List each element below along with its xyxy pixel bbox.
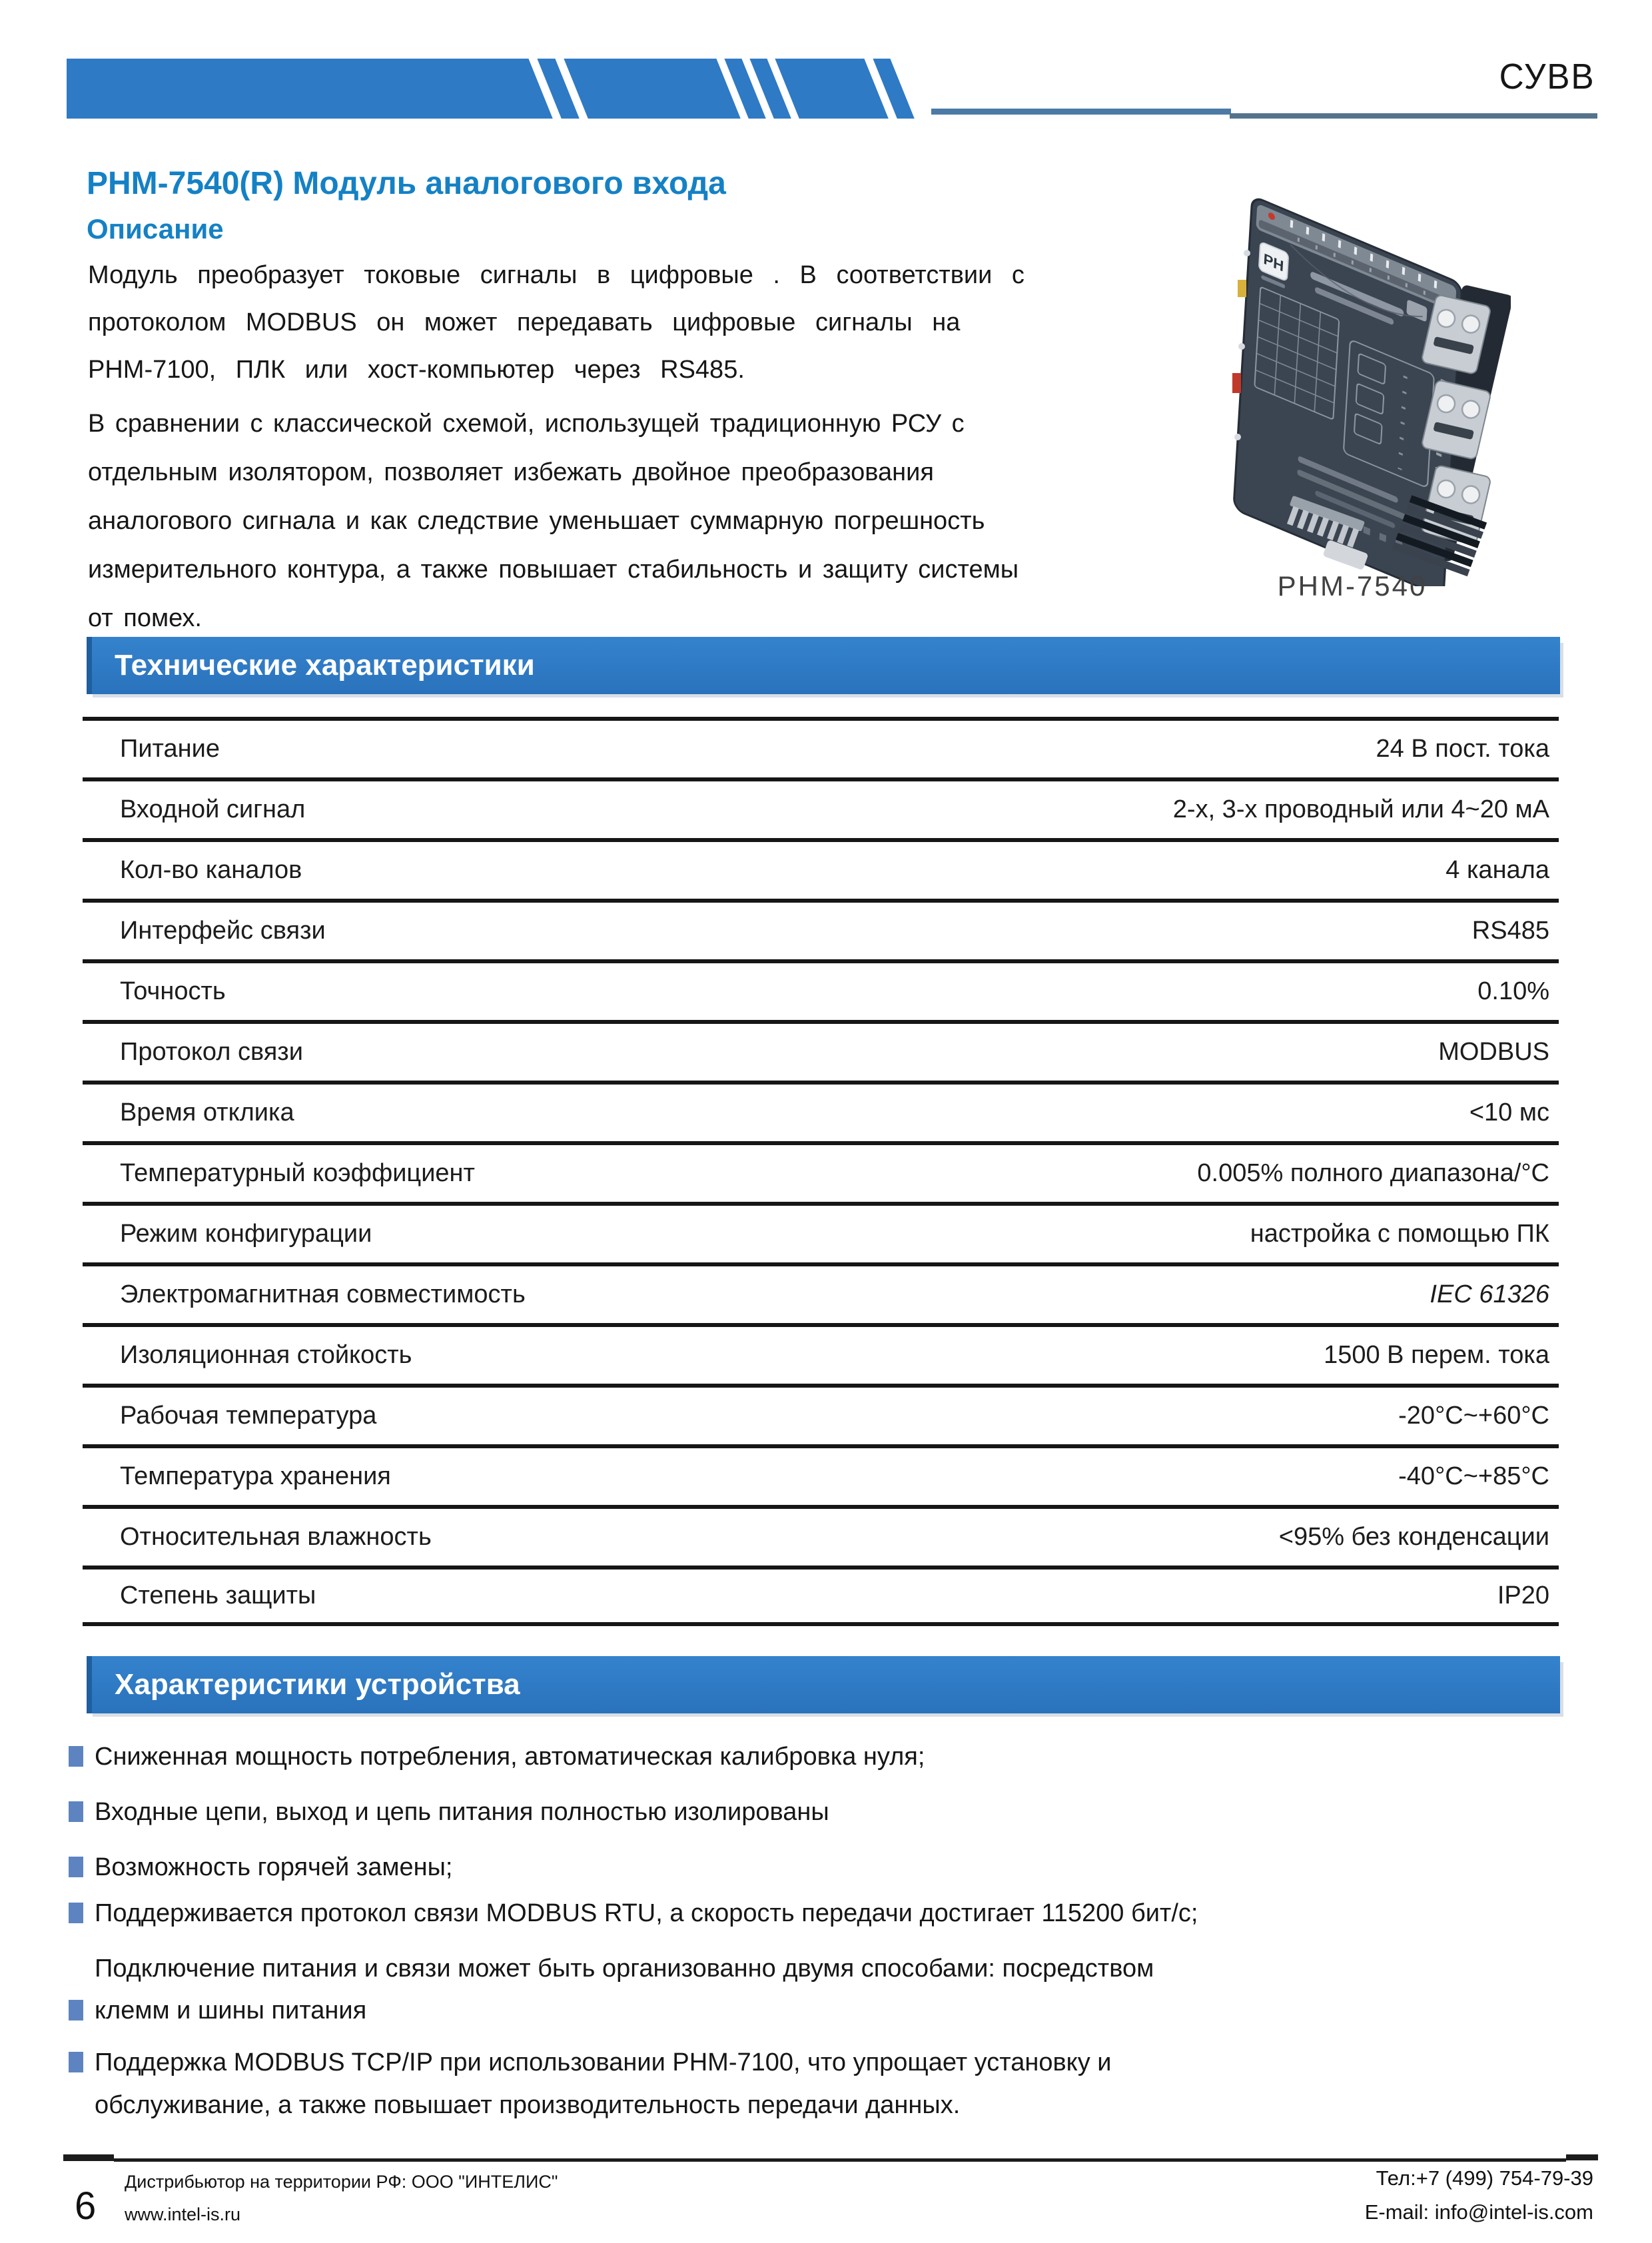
product-caption: PHM-7540 [1277,570,1428,602]
table-row [83,1141,1559,1202]
footer-distributor: Дистрибьютор на территории РФ: ООО "ИНТЕЛИС" [125,2172,558,2192]
footer-rule-dash-left [63,2154,114,2161]
footer-email: E-mail: info@intel-is.com [1364,2200,1593,2224]
feature-text: Сниженная мощность потребления, автоматическая калибровка нуля; [95,1743,925,1771]
list-item [69,1955,1154,1983]
list-item [69,1743,925,1771]
bullet-icon [69,1746,83,1767]
banner-hairline [931,109,1231,115]
spec-label: Температурный коэффициент [120,1159,475,1187]
device-red-tab [1232,373,1241,393]
spec-value: 0.10% [1477,977,1549,1005]
table-row [83,1444,1559,1505]
footer-rule-dash-right [1566,2154,1598,2160]
spec-label: Относительная влажность [120,1523,432,1551]
list-item [69,1798,829,1827]
description-line: от помех. [88,604,202,632]
description-line: измерительного контура, а также повышает стабильность и защиту системы [88,556,1019,584]
spec-value: 24 В пост. тока [1376,735,1549,763]
bullet-icon [69,1903,83,1923]
specs-section-title: Технические характеристики [115,649,535,681]
bullet-icon [69,2052,83,2072]
description-paragraph-1 [88,252,1025,394]
page-title: PHM-7540(R) Модуль аналогового входа [87,166,726,201]
spec-label: Интерфейс связи [120,917,326,945]
spec-value: 4 канала [1446,856,1549,884]
spec-value: <95% без конденсации [1278,1523,1549,1551]
banner-hairline-2 [1230,113,1597,119]
spec-value: IEC 61326 [1430,1280,1549,1308]
list-item [69,1899,1198,1928]
product-image [1194,173,1511,586]
spec-label: Кол-во каналов [120,856,302,884]
spec-value: 0.005% полного диапазона/°С [1197,1159,1549,1187]
description-line: В сравнении с классической схемой, использущей традиционную РСУ с [88,410,965,438]
spec-label: Рабочая температура [120,1402,377,1430]
description-line: Модуль преобразует токовые сигналы в цифровые . В соответствии с [88,261,1025,289]
list-item [69,2048,1112,2077]
description-line: PHM-7100, ПЛК или хост-компьютер через RS485. [88,356,745,384]
spec-value: -40°С~+85°С [1398,1462,1549,1490]
feature-text: Поддерживается протокол связи MODBUS RTU, а скорость передачи достигает 115200 бит/с; [95,1899,1198,1927]
device-logo-text: PH [1262,250,1284,275]
spec-label: Изоляционная стойкость [120,1341,412,1369]
table-row [83,1081,1559,1141]
table-row [83,1262,1559,1323]
spec-value: RS485 [1471,917,1549,945]
spec-label: Питание [120,735,220,763]
spec-value: настройка с помощью ПК [1250,1220,1549,1248]
footer-rule [114,2158,1566,2162]
table-row [83,1505,1559,1566]
bullet-icon [69,1857,83,1877]
feature-text: Подключение питания и связи может быть организованно двумя способами: посредством [95,1955,1154,1983]
table-row [83,717,1559,777]
spec-value: 1500 В перем. тока [1324,1341,1549,1369]
list-item [69,1997,366,2025]
specs-section-header [87,637,1560,694]
table-row [83,1323,1559,1384]
features-section-title: Характеристики устройства [115,1668,520,1701]
spec-label: Входной сигнал [120,795,306,823]
list-item [69,1853,452,1882]
description-line: аналогового сигнала и как следствие уменьшает суммарную погрешность [88,507,985,535]
table-row [83,1202,1559,1262]
spec-label: Степень защиты [120,1581,316,1609]
footer-phone: Тел:+7 (499) 754-79-39 [1376,2166,1593,2190]
spec-value: 2-х, 3-х проводный или 4~20 мА [1172,795,1549,823]
description-line: протоколом MODBUS он может передавать цифровые сигналы на [88,308,961,336]
bullet-icon [69,2000,83,2020]
spec-label: Время отклика [120,1099,294,1126]
spec-label: Режим конфигурации [120,1220,372,1248]
description-paragraph-2 [88,400,1019,643]
spec-value: IP20 [1497,1581,1549,1609]
feature-text: Поддержка MODBUS TCP/IP при использовании PHM-7100, что упрощает установку и [95,2048,1112,2076]
list-item [69,2091,960,2120]
spec-label: Протокол связи [120,1038,303,1066]
table-row [83,1020,1559,1081]
spec-label: Температура хранения [120,1462,391,1490]
spec-value: <10 мс [1469,1099,1549,1126]
table-row [83,1566,1559,1626]
spec-label: Точность [120,977,226,1005]
feature-text: клемм и шины питания [95,1997,367,2024]
feature-text: Входные цепи, выход и цепь питания полностью изолированы [95,1798,829,1826]
spec-value: MODBUS [1438,1038,1549,1066]
description-line: отдельным изолятором, позволяет избежать двойное преобразования [88,458,934,486]
table-row [83,1384,1559,1444]
spec-label: Электромагнитная совместимость [120,1280,526,1308]
table-row [83,899,1559,959]
bullet-icon [69,1801,83,1822]
spec-value: -20°С~+60°С [1398,1402,1549,1430]
table-row [83,777,1559,838]
footer-website-link: www.intel-is.ru [125,2204,241,2224]
feature-text: Возможность горячей замены; [95,1853,453,1881]
top-banner [67,59,963,119]
brand-logo-text: СУВВ [1499,57,1595,97]
table-row [83,838,1559,899]
feature-text: обслуживание, а также повышает производительность передачи данных. [95,2091,961,2119]
spec-table [83,717,1559,1626]
features-section-header [87,1656,1560,1713]
device-yellow-tab [1238,280,1246,297]
page-number: 6 [75,2184,97,2228]
table-row [83,959,1559,1020]
section-description-title: Описание [87,213,224,244]
